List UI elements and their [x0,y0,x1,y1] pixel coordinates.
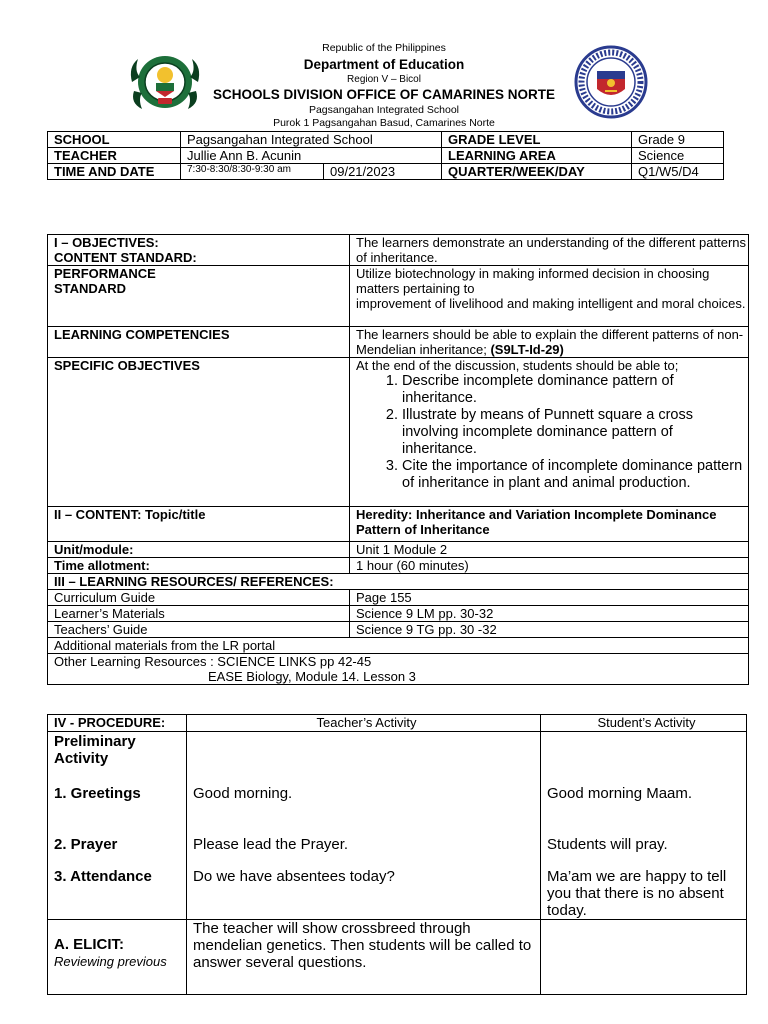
procedure-col-header: IV - PROCEDURE: [48,715,187,732]
objectives-heading: I – OBJECTIVES: [54,235,159,250]
student-activity-cell [541,732,747,920]
elicit-cell [48,920,187,995]
competencies-cell [350,327,749,358]
teacher-activity-cell [187,732,541,920]
time-allotment-label: Time allotment: [48,558,350,574]
objective-item: 1. Describe incomplete dominance pattern of inheritance. [402,373,748,407]
resource-value: Page 155 [350,590,749,606]
attendance-student: Ma’am we are happy to tell you that there is no absent today. [547,868,727,919]
greetings-student: Good morning Maam. [547,785,693,802]
prayer-teacher: Please lead the Prayer. [193,836,349,853]
elicit-teacher: The teacher will show crossbreed through mendelian genetics. Then students will be called to answer several questions. [187,920,541,995]
greetings-label: 1. Greetings [54,785,141,802]
performance-standard-text [350,266,749,327]
additional-materials: Additional materials from the LR portal [48,638,749,654]
performance-heading-1: PERFORMANCE [54,266,156,281]
elicit-label: A. ELICIT: [54,936,124,953]
objective-item: 2. Illustrate by means of Punnett square a cross involving incomplete dominance pattern of inheritance. [402,407,748,458]
area-label: LEARNING AREA [442,148,632,164]
resources-header: III – LEARNING RESOURCES/ REFERENCES: [48,574,749,590]
performance-line-2: improvement of livelihood and making intelligent and moral choices. [356,296,746,311]
attendance-teacher: Do we have absentees today? [193,868,395,885]
preliminary-label: Preliminary Activity [54,733,136,767]
teacher-col-header: Teacher’s Activity [187,715,541,732]
procedure-table [47,714,747,995]
time-allotment-value: 1 hour (60 minutes) [350,558,749,574]
content-standard-label [48,235,350,266]
greetings-teacher: Good morning. [193,785,293,802]
date-value: 09/21/2023 [324,164,442,180]
resource-label: Curriculum Guide [48,590,350,606]
content-standard-heading: CONTENT STANDARD: [54,250,197,265]
objectives-table [47,234,749,685]
department-line: Department of Education [303,57,465,72]
resource-value: Science 9 LM pp. 30-32 [350,606,749,622]
content-label-cell [48,507,350,542]
specific-objectives-label: SPECIFIC OBJECTIVES [48,358,350,507]
quarter-value: Q1/W5/D4 [632,164,724,180]
content-label-rest: Topic/title [141,507,206,522]
grade-value: Grade 9 [632,132,724,148]
other-resources-line-2: EASE Biology, Module 14. Lesson 3 [208,669,416,684]
resource-label: Learner’s Materials [48,606,350,622]
time-label: TIME AND DATE [48,164,181,180]
specific-intro: At the end of the discussion, students should be able to; [356,358,679,373]
student-col-header: Student’s Activity [541,715,747,732]
competencies-label: LEARNING COMPETENCIES [48,327,350,358]
competencies-text: The learners should be able to explain the different patterns of non-Mendelian inheritance; [356,327,744,357]
teacher-label: TEACHER [48,148,181,164]
unit-value: Unit 1 Module 2 [350,542,749,558]
objective-item: 3. Cite the importance of incomplete dominance pattern of inheritance in plant and animal production. [402,458,748,492]
time-value: 7:30-8:30/8:30-9:30 am [181,164,324,180]
performance-heading-2: STANDARD [54,281,126,296]
school-name-line: Pagsangahan Integrated School [308,104,460,116]
region-line: Region V – Bicol [347,74,421,85]
division-line: SCHOOLS DIVISION OFFICE OF CAMARINES NORTE [212,87,555,102]
content-standard-text: The learners demonstrate an understanding of the different patterns of inheritance. [350,235,749,266]
elicit-student [541,920,747,995]
teacher-value: Jullie Ann B. Acunin [181,148,442,164]
quarter-label: QUARTER/WEEK/DAY [442,164,632,180]
area-value: Science [632,148,724,164]
grade-label: GRADE LEVEL [442,132,632,148]
performance-line-1: Utilize biotechnology in making informed decision in choosing matters pertaining to [356,266,710,296]
prayer-student: Students will pray. [547,836,668,853]
address-line: Purok 1 Pagsangahan Basud, Camarines Norte [273,117,495,129]
content-label: II – CONTENT: [54,507,142,522]
prayer-label: 2. Prayer [54,836,118,853]
elicit-sub: Reviewing previous [54,954,167,969]
resource-value: Science 9 TG pp. 30 -32 [350,622,749,638]
specific-objectives-list [356,373,748,492]
republic-line: Republic of the Philippines [322,42,446,54]
competencies-code: (S9LT-Id-29) [490,342,564,357]
school-label: SCHOOL [48,132,181,148]
school-info-table [47,131,724,180]
preliminary-cell [48,732,187,920]
specific-objectives-cell [350,358,749,507]
content-topic: Heredity: Inheritance and Variation Incomplete Dominance Pattern of Inheritance [350,507,749,542]
resource-label: Teachers’ Guide [48,622,350,638]
unit-label: Unit/module: [48,542,350,558]
other-resources-cell [48,654,749,685]
school-value: Pagsangahan Integrated School [181,132,442,148]
other-resources-line-1: Other Learning Resources : SCIENCE LINKS pp 42-45 [54,654,372,669]
performance-standard-label [48,266,350,327]
attendance-label: 3. Attendance [54,868,152,885]
